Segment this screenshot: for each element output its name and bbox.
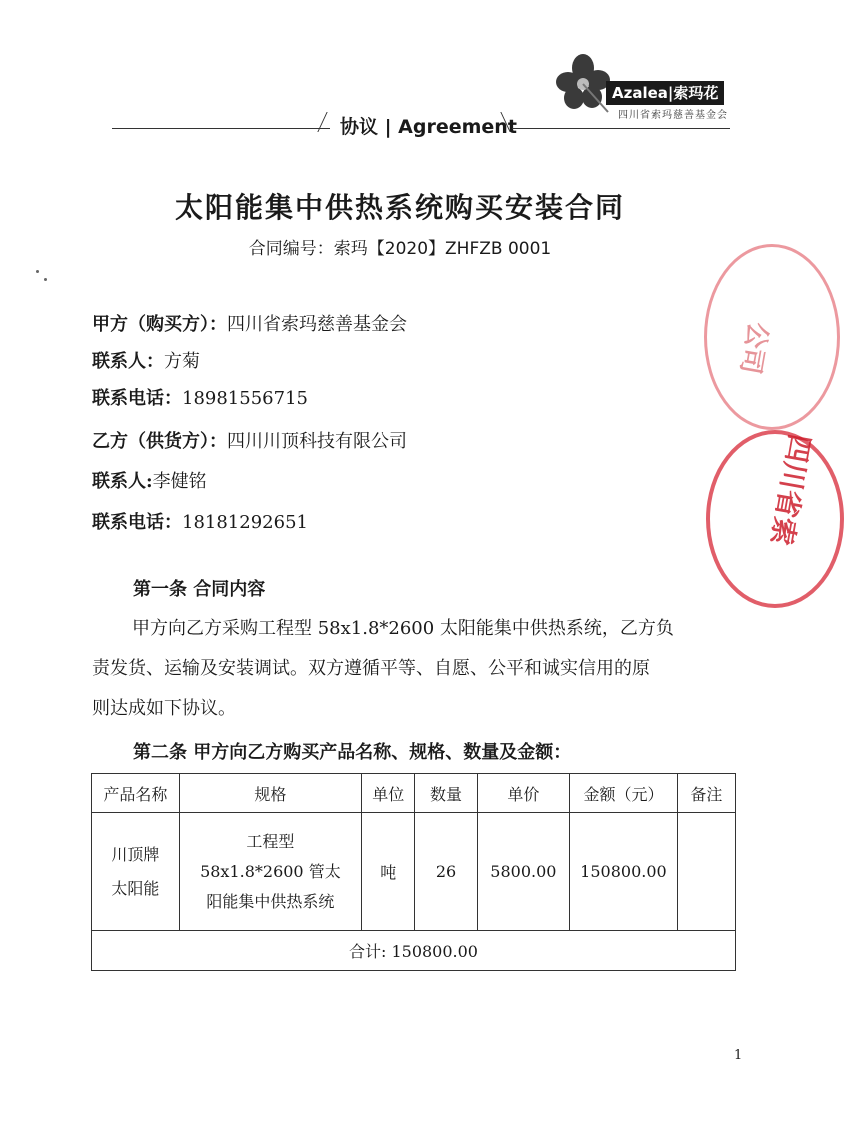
foundation-seal-lower-text: 四川省索 [764,431,817,548]
party-b-contact: 李健铭 [152,471,207,492]
note-cell [677,813,735,931]
product-table [91,773,736,971]
spec-cell [179,813,362,931]
table-header-cell: 数量 [415,774,477,813]
party-a-label: 甲方（购买方）： [92,314,227,335]
company-seal-upper-text: 公司 [734,319,773,377]
document-title: 太阳能集中供热系统购买安装合同 [174,191,625,224]
header-band-text: 协议 | Agreement [340,116,517,138]
party-a-phone-label: 联系电话： [92,388,182,409]
table-header-cell: 产品名称 [92,774,180,813]
clause-1-line: 甲方向乙方采购工程型 58x1.8*2600 太阳能集中供热系统，乙方负 [132,618,674,639]
product-name-line: 川顶牌 [111,844,160,864]
total-cell: 合计: 150800.00 [92,931,736,971]
party-b-phone-line [92,508,308,534]
party-b-line [92,427,407,453]
party-a-line [92,310,407,336]
party-b-phone: 18181292651 [182,512,308,533]
table-header-row [92,774,736,813]
product-name-cell [92,813,180,931]
party-a-name: 四川省索玛慈善基金会 [227,314,407,335]
spec-line: 58x1.8*2600 管太 [200,861,341,881]
party-b-phone-label: 联系电话： [92,512,182,533]
scan-speck [44,278,47,281]
qty-cell: 26 [415,813,477,931]
party-b-name: 四川川顶科技有限公司 [227,431,407,452]
table-header-cell: 备注 [677,774,735,813]
clause-1-heading: 第一条 合同内容 [133,579,266,600]
header-rule-right [512,128,730,129]
unit-cell: 吨 [362,813,415,931]
party-a-contact: 方菊 [164,351,200,372]
contract-number: 合同编号：索玛【2020】ZHFZB 0001 [248,239,552,259]
party-a-contact-label: 联系人： [92,351,164,372]
logo-banner: Azalea|索玛花 [606,81,724,105]
spec-line: 阳能集中供热系统 [206,891,335,911]
header-rule-left [112,128,330,129]
party-b-contact-label: 联系人: [92,471,153,492]
clause-2-heading: 第二条 甲方向乙方购买产品名称、规格、数量及金额： [133,742,572,763]
price-cell: 5800.00 [477,813,570,931]
foundation-logo [548,50,738,120]
party-a-phone-line [92,384,308,410]
table-header-cell: 单位 [362,774,415,813]
amount-cell: 150800.00 [570,813,678,931]
clause-1-line: 责发货、运输及安装调试。双方遵循平等、自愿、公平和诚实信用的原 [92,658,650,679]
party-a-contact-line [92,347,200,373]
table-header-cell: 单价 [477,774,570,813]
party-b-label: 乙方（供货方）： [92,431,227,452]
party-b-contact-line [92,467,207,493]
logo-subtitle: 四川省索玛慈善基金会 [618,110,728,121]
clause-1-body [92,609,752,729]
table-header-cell: 规格 [179,774,362,813]
product-name-line: 太阳能 [111,878,160,898]
spec-line: 工程型 [246,831,295,851]
header-rule-slant-left [317,112,341,132]
table-row [92,813,736,931]
clause-1-line: 则达成如下协议。 [92,698,236,719]
scan-speck [36,270,39,273]
table-total-row [92,931,736,971]
party-a-phone: 18981556715 [182,388,308,409]
table-header-cell: 金额（元） [570,774,678,813]
page-number: 1 [734,1048,743,1063]
